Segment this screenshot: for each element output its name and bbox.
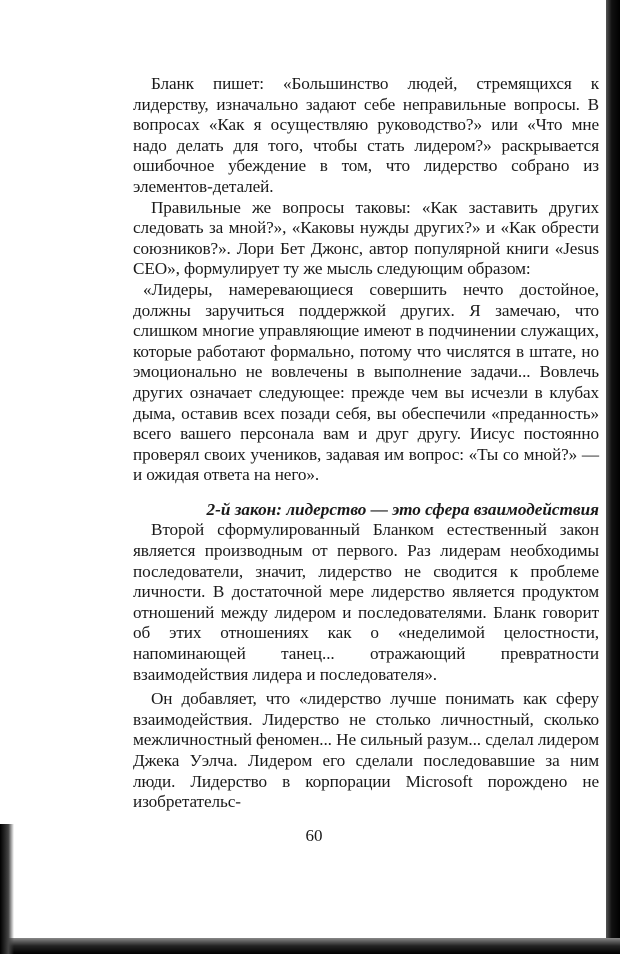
section-paragraph-1: Второй сформулированный Бланком естественный закон является производным от первого. Раз лидерам необходимы последователи, значит, лидерство не сводится к проблеме личности. В достаточной мере лидерство является продуктом отношений между лидером и последователями. Бланк говорит об этих отношениях как о «неделимой целостности, напоминающей танец... отражающий превратности взаимодействия лидера и последователя». xyxy=(133,520,599,684)
section-paragraph-2: Он добавляет, что «лидерство лучше понимать как сферу взаимодействия. Лидерство не столько личностный, сколько межличностный феномен... Не сильный разум... сделал лидером Джека Уэлча. Лидером его сделали последовавшие за ним люди. Лидерство в корпорации Microsoft порождено не изобретательс- xyxy=(133,689,599,812)
page-body xyxy=(133,74,599,813)
scan-edge-right xyxy=(606,0,620,954)
page-number: 60 xyxy=(305,826,323,845)
section-heading: 2-й закон: лидерство — это сфера взаимодействия xyxy=(206,499,599,519)
quote-paragraph: «Лидеры, намеревающиеся совершить нечто достойное, должны заручиться поддержкой других. Я замечаю, что слишком многие управляющие имеют в подчинении служащих, которые работают формально, потому что числятся в штате, но эмоционально не вовлечены в выполнение задачи... Вовлечь других означает следующее: прежде чем вы исчезли в клубах дыма, оставив всех позади себя, вы обеспечили «преданность» всего вашего персонала вам и друг другу. Иисус постоянно проверял своих учеников, задавая им вопрос: «Ты со мной?» — и ожидая ответа на него». xyxy=(133,279,599,485)
scan-edge-bottom xyxy=(0,938,620,954)
paragraph-1: Бланк пишет: «Большинство людей, стремящихся к лидерству, изначально задают себе неправильные вопросы. В вопросах «Как я осуществляю руководство?» или «Что мне надо делать для того, чтобы стать лидером?» раскрывается ошибочное убеждение в том, что лидерство собрано из элементов-деталей. xyxy=(133,74,599,196)
paragraph-2: Правильные же вопросы таковы: «Как заставить других следовать за мной?», «Каковы нужды других?» и «Как обрести союзников?». Лори Бет Джонс, автор популярной книги «Jesus CEO», формулирует ту же мысль следующим образом: xyxy=(133,197,599,279)
